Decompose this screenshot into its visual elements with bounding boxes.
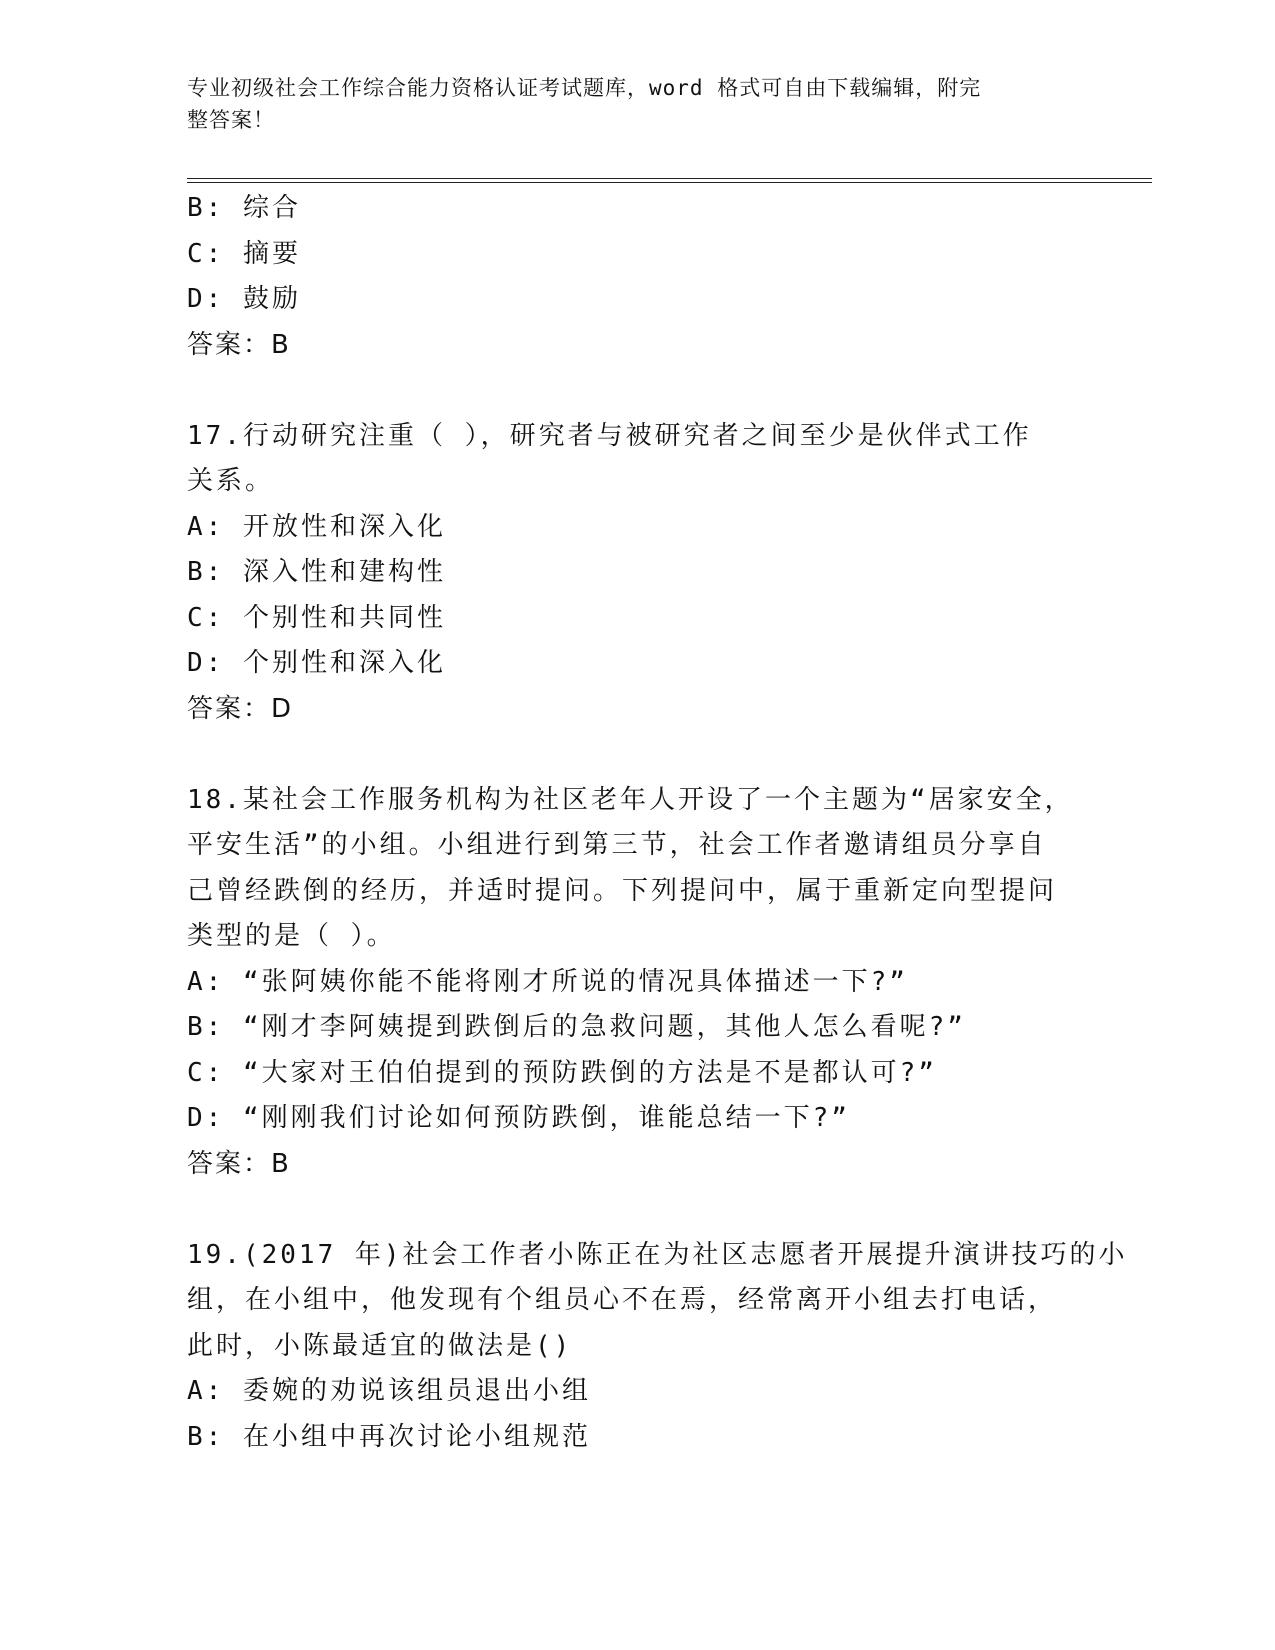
option-b: B: 深入性和建构性	[187, 557, 446, 587]
question-17	[187, 414, 1087, 733]
spacer	[187, 1187, 1087, 1233]
question-18	[187, 778, 1087, 1188]
question-stem-line: 19.(2017 年)社会工作者小陈正在为社区志愿者开展提升演讲技巧的小	[187, 1239, 1128, 1270]
answer: 答案：B	[187, 1148, 291, 1179]
question-stem-line: 组，在小组中，他发现有个组员心不在焉，经常离开小组去打电话，	[187, 1285, 1058, 1315]
document-header	[187, 72, 1067, 136]
spacer	[187, 368, 1087, 414]
question-stem-line: 类型的是（ ）。	[187, 921, 396, 951]
option-b: B: “刚才李阿姨提到跌倒后的急救问题，其他人怎么看呢?”	[187, 1012, 966, 1042]
option-b: B: 在小组中再次讨论小组规范	[187, 1421, 591, 1452]
option-d: D: 鼓励	[187, 284, 301, 314]
option-a: A: 开放性和深入化	[187, 511, 446, 542]
option-c: C: “大家对王伯伯提到的预防跌倒的方法是不是都认可?”	[187, 1057, 937, 1088]
header-title-line-2: 整答案！	[187, 108, 275, 132]
option-b: B: 综合	[187, 193, 301, 223]
option-a: A: “张阿姨你能不能将刚才所说的情况具体描述一下?”	[187, 966, 908, 997]
option-d: D: 个别性和深入化	[187, 648, 446, 678]
option-c: C: 摘要	[187, 238, 301, 269]
header-title-line-1: 专业初级社会工作综合能力资格认证考试题库，word 格式可自由下载编辑，附完	[187, 76, 982, 100]
answer: 答案：D	[187, 693, 294, 724]
spacer	[187, 732, 1087, 778]
question-stem-line: 17.行动研究注重（ ），研究者与被研究者之间至少是伙伴式工作	[187, 420, 1032, 451]
question-stem-line: 关系。	[187, 466, 275, 496]
question-stem-line: 己曾经跌倒的经历，并适时提问。下列提问中，属于重新定向型提问	[187, 875, 1058, 906]
option-d: D: “刚刚我们讨论如何预防跌倒，谁能总结一下?”	[187, 1103, 850, 1133]
question-stem-line: 此时，小陈最适宜的做法是()	[187, 1330, 573, 1361]
question-stem-line: 18.某社会工作服务机构为社区老年人开设了一个主题为“居家安全，	[187, 784, 1074, 815]
option-a: A: 委婉的劝说该组员退出小组	[187, 1376, 591, 1406]
option-c: C: 个别性和共同性	[187, 602, 446, 633]
answer: 答案：B	[187, 329, 291, 360]
question-19	[187, 1233, 1128, 1461]
header-divider	[187, 178, 1152, 183]
question-list	[187, 186, 1128, 1460]
question-stem-line: 平安生活”的小组。小组进行到第三节，社会工作者邀请组员分享自	[187, 830, 1047, 860]
question-16-tail	[187, 186, 1087, 368]
